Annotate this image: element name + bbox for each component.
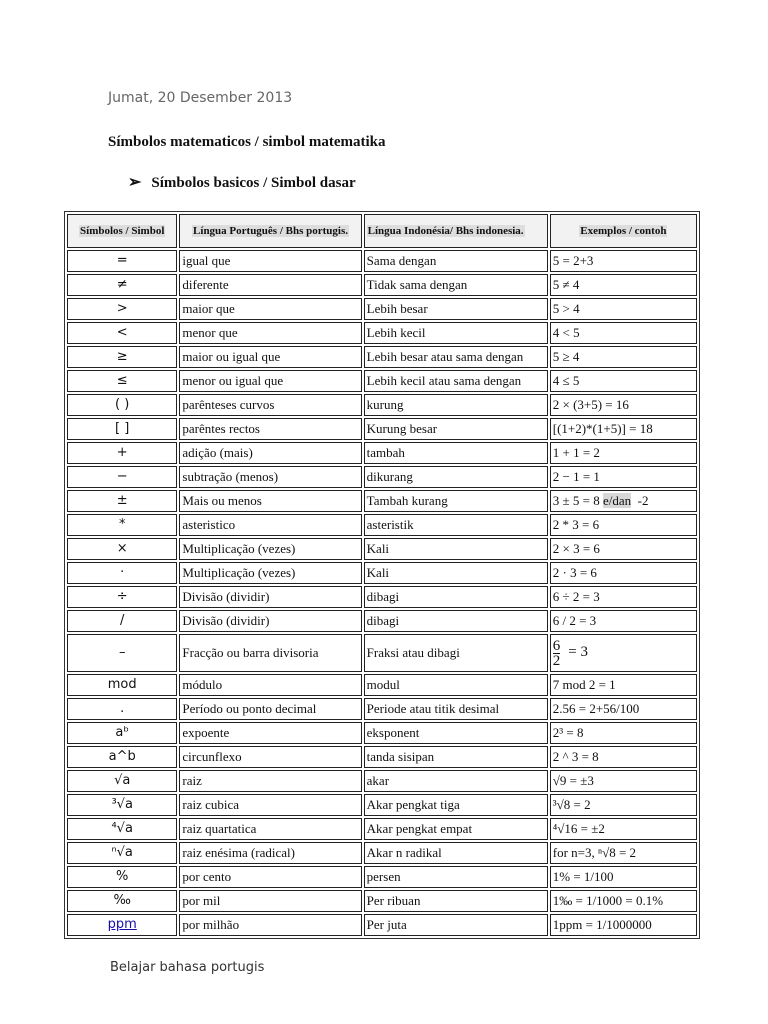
table-row	[67, 770, 697, 792]
example-cell: 2 * 3 = 6	[550, 514, 697, 536]
example-cell: 1 + 1 = 2	[550, 442, 697, 464]
symbol-cell: ⁴√a	[67, 818, 177, 840]
symbol-cell: ( )	[67, 394, 177, 416]
ppm-link[interactable]: ppm	[107, 917, 137, 932]
example-cell: ⁴√16 = ±2	[550, 818, 697, 840]
table-row	[67, 274, 697, 296]
example-cell: ³√8 = 2	[550, 794, 697, 816]
portuguese-cell: Mais ou menos	[179, 490, 361, 512]
portuguese-cell: diferente	[179, 274, 361, 296]
indonesian-cell: Tidak sama dengan	[364, 274, 548, 296]
symbol-cell: >	[67, 298, 177, 320]
symbol-cell: <	[67, 322, 177, 344]
table-row	[67, 610, 697, 632]
table-row	[67, 250, 697, 272]
example-cell: 1% = 1/100	[550, 866, 697, 888]
portuguese-cell: raiz cubica	[179, 794, 361, 816]
indonesian-cell: tanda sisipan	[364, 746, 548, 768]
portuguese-cell: raiz enésima (radical)	[179, 842, 361, 864]
section-label: Símbolos basicos / Simbol dasar	[151, 175, 356, 191]
indonesian-cell: Sama dengan	[364, 250, 548, 272]
portuguese-cell: asteristico	[179, 514, 361, 536]
table-row	[67, 866, 697, 888]
example-cell: 6 / 2 = 3	[550, 610, 697, 632]
example-cell: 2 × 3 = 6	[550, 538, 697, 560]
portuguese-cell: por cento	[179, 866, 361, 888]
symbol-cell: ‰	[67, 890, 177, 912]
section-heading	[128, 172, 356, 192]
table-row	[67, 746, 697, 768]
portuguese-cell: maior ou igual que	[179, 346, 361, 368]
header-indonesian: Língua Indonésia/ Bhs indonesia.	[364, 214, 548, 248]
example-cell: 3 ± 5 = 8 e/dan -2	[550, 490, 697, 512]
portuguese-cell: raiz quartatica	[179, 818, 361, 840]
example-cell: 7 mod 2 = 1	[550, 674, 697, 696]
example-cell: 6 ÷ 2 = 3	[550, 586, 697, 608]
symbol-cell: a^b	[67, 746, 177, 768]
header-symbol: Símbolos / Simbol	[67, 214, 177, 248]
symbol-cell: √a	[67, 770, 177, 792]
portuguese-cell: menor ou igual que	[179, 370, 361, 392]
arrow-bullet-icon: ➢	[128, 174, 142, 191]
portuguese-cell: Fracção ou barra divisoria	[179, 634, 361, 672]
table-row	[67, 562, 697, 584]
portuguese-cell: módulo	[179, 674, 361, 696]
indonesian-cell: Lebih besar atau sama dengan	[364, 346, 548, 368]
symbol-cell: mod	[67, 674, 177, 696]
table-header-row	[67, 214, 697, 248]
symbol-cell: ÷	[67, 586, 177, 608]
example-cell: 5 ≠ 4	[550, 274, 697, 296]
example-cell	[550, 634, 697, 672]
indonesian-cell: tambah	[364, 442, 548, 464]
table-row	[67, 842, 697, 864]
portuguese-cell: adição (mais)	[179, 442, 361, 464]
example-cell: 5 = 2+3	[550, 250, 697, 272]
portuguese-cell: igual que	[179, 250, 361, 272]
portuguese-cell: raiz	[179, 770, 361, 792]
indonesian-cell: Per ribuan	[364, 890, 548, 912]
symbol-cell: ≤	[67, 370, 177, 392]
example-cell: 1ppm = 1/1000000	[550, 914, 697, 936]
table-row	[67, 890, 697, 912]
page-title: Símbolos matematicos / simbol matematika	[108, 134, 386, 150]
table-row	[67, 514, 697, 536]
symbols-table	[64, 211, 700, 939]
indonesian-cell: Periode atau titik desimal	[364, 698, 548, 720]
symbol-cell: ≠	[67, 274, 177, 296]
indonesian-cell: eksponent	[364, 722, 548, 744]
symbol-cell: +	[67, 442, 177, 464]
indonesian-cell: Fraksi atau dibagi	[364, 634, 548, 672]
indonesian-cell: Per juta	[364, 914, 548, 936]
indonesian-cell: asteristik	[364, 514, 548, 536]
symbol-cell: ⁿ√a	[67, 842, 177, 864]
indonesian-cell: Akar pengkat tiga	[364, 794, 548, 816]
indonesian-cell: Lebih kecil atau sama dengan	[364, 370, 548, 392]
table-row	[67, 370, 697, 392]
example-cell: 4 ≤ 5	[550, 370, 697, 392]
portuguese-cell: por milhão	[179, 914, 361, 936]
symbol-cell: ≥	[67, 346, 177, 368]
header-example: Exemplos / contoh	[550, 214, 697, 248]
table-row	[67, 794, 697, 816]
indonesian-cell: dikurang	[364, 466, 548, 488]
portuguese-cell: por mil	[179, 890, 361, 912]
example-cell: for n=3, ⁿ√8 = 2	[550, 842, 697, 864]
table-row	[67, 914, 697, 936]
table-row	[67, 322, 697, 344]
symbol-cell: aᵇ	[67, 722, 177, 744]
indonesian-cell: Akar pengkat empat	[364, 818, 548, 840]
indonesian-cell: Lebih kecil	[364, 322, 548, 344]
symbol-cell: .	[67, 698, 177, 720]
symbol-cell: ³√a	[67, 794, 177, 816]
symbol-cell: *	[67, 514, 177, 536]
portuguese-cell: maior que	[179, 298, 361, 320]
portuguese-cell: circunflexo	[179, 746, 361, 768]
symbol-cell: /	[67, 610, 177, 632]
table-row	[67, 346, 697, 368]
table-row	[67, 818, 697, 840]
portuguese-cell: Divisão (dividir)	[179, 610, 361, 632]
symbol-cell: −	[67, 466, 177, 488]
example-cell: 1‰ = 1/1000 = 0.1%	[550, 890, 697, 912]
portuguese-cell: Período ou ponto decimal	[179, 698, 361, 720]
example-cell: 2 × (3+5) = 16	[550, 394, 697, 416]
symbol-cell: ×	[67, 538, 177, 560]
symbol-cell: %	[67, 866, 177, 888]
example-cell: √9 = ±3	[550, 770, 697, 792]
table-row	[67, 442, 697, 464]
example-cell: 2³ = 8	[550, 722, 697, 744]
example-cell: 5 > 4	[550, 298, 697, 320]
example-cell: 2 ^ 3 = 8	[550, 746, 697, 768]
symbol-cell: –	[67, 634, 177, 672]
symbol-cell: ±	[67, 490, 177, 512]
footer-text: Belajar bahasa portugis	[110, 960, 265, 975]
highlight-e-dan: e/dan	[602, 493, 632, 508]
portuguese-cell: Divisão (dividir)	[179, 586, 361, 608]
header-portuguese: Língua Português / Bhs portugis.	[179, 214, 361, 248]
indonesian-cell: akar	[364, 770, 548, 792]
indonesian-cell: dibagi	[364, 586, 548, 608]
table-row	[67, 298, 697, 320]
table-row	[67, 722, 697, 744]
post-date: Jumat, 20 Desember 2013	[108, 90, 293, 106]
indonesian-cell: persen	[364, 866, 548, 888]
table-row	[67, 586, 697, 608]
portuguese-cell: parênteses curvos	[179, 394, 361, 416]
symbol-cell: ·	[67, 562, 177, 584]
indonesian-cell: Kali	[364, 538, 548, 560]
example-cell: 5 ≥ 4	[550, 346, 697, 368]
table-row	[67, 538, 697, 560]
portuguese-cell: expoente	[179, 722, 361, 744]
example-cell: 2 − 1 = 1	[550, 466, 697, 488]
example-cell: 2.56 = 2+56/100	[550, 698, 697, 720]
indonesian-cell: modul	[364, 674, 548, 696]
table-row	[67, 634, 697, 672]
indonesian-cell: Lebih besar	[364, 298, 548, 320]
table-row	[67, 418, 697, 440]
indonesian-cell: dibagi	[364, 610, 548, 632]
indonesian-cell: Tambah kurang	[364, 490, 548, 512]
example-cell: 4 < 5	[550, 322, 697, 344]
portuguese-cell: parêntes rectos	[179, 418, 361, 440]
indonesian-cell: kurung	[364, 394, 548, 416]
indonesian-cell: Kurung besar	[364, 418, 548, 440]
symbol-cell: =	[67, 250, 177, 272]
table-row	[67, 698, 697, 720]
table-row	[67, 466, 697, 488]
table-row	[67, 490, 697, 512]
indonesian-cell: Kali	[364, 562, 548, 584]
symbol-cell: [ ]	[67, 418, 177, 440]
portuguese-cell: Multiplicação (vezes)	[179, 538, 361, 560]
symbol-cell	[67, 914, 177, 936]
example-cell: [(1+2)*(1+5)] = 18	[550, 418, 697, 440]
table-row	[67, 674, 697, 696]
portuguese-cell: menor que	[179, 322, 361, 344]
fraction-example: $\frac{6}{2}$ = 3	[552, 637, 588, 669]
portuguese-cell: Multiplicação (vezes)	[179, 562, 361, 584]
table-row	[67, 394, 697, 416]
portuguese-cell: subtração (menos)	[179, 466, 361, 488]
example-cell: 2 · 3 = 6	[550, 562, 697, 584]
indonesian-cell: Akar n radikal	[364, 842, 548, 864]
